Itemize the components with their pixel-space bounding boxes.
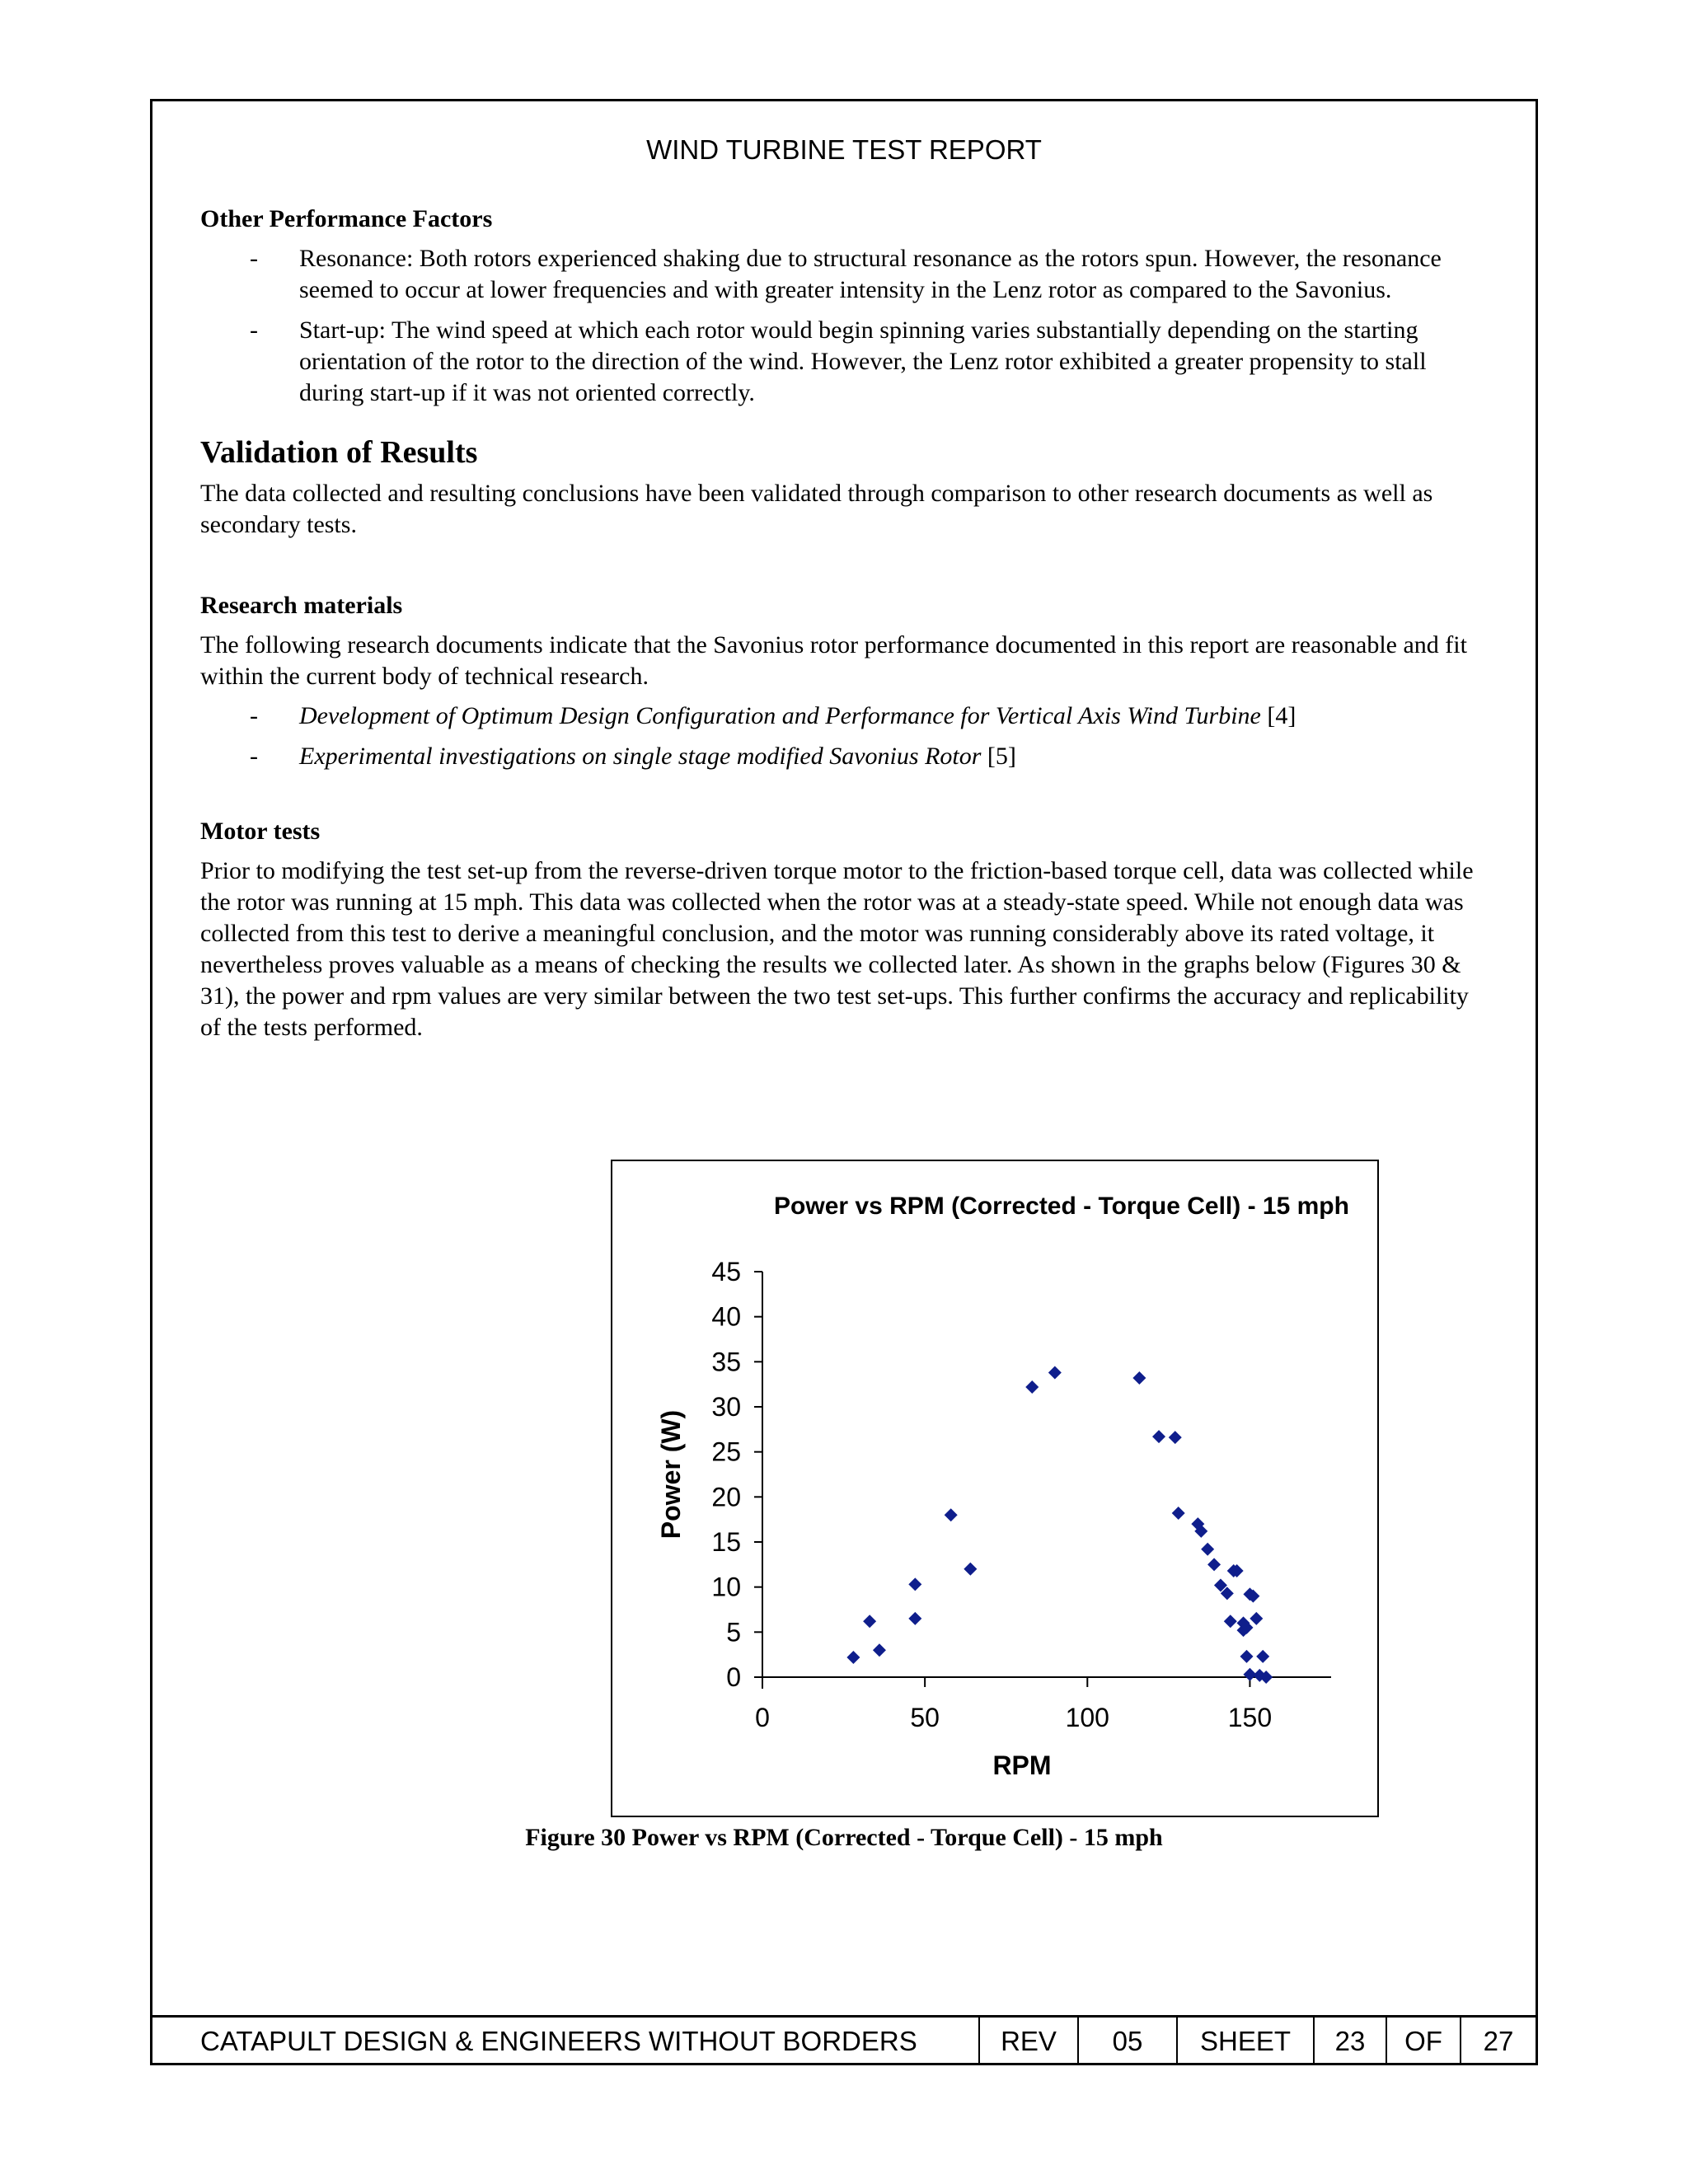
y-tick-label: 0 [726,1662,741,1692]
document-page [150,99,1538,2065]
other-performance-heading: Other Performance Factors [200,205,493,232]
resonance-text: Resonance: Both rotors experienced shaking due to structural resonance as the rotors spun. However, the resonance seemed to occur at lower frequencies and with greater intensity in the Lenz rotor as compared to the Savonius. [299,245,1442,303]
y-tick-label: 20 [711,1482,741,1512]
of-label: OF [1387,2018,1461,2065]
reference-number: [4] [1260,702,1296,729]
research-list [200,701,1494,772]
data-point [1132,1371,1146,1385]
x-tick-label: 0 [755,1703,770,1732]
y-tick-label: 15 [711,1527,741,1557]
performance-factors-list [200,243,1494,409]
title-block [152,2015,1536,2065]
data-point [1256,1650,1269,1663]
chart-title: Power vs RPM (Corrected - Torque Cell) - 15 mph [774,1193,1349,1220]
dash-bullet: - [250,743,258,770]
dash-bullet: - [250,702,258,729]
report-title: WIND TURBINE TEST REPORT [646,134,1042,165]
dash-bullet: - [250,245,258,272]
chart-frame [611,1160,1379,1817]
rev-label: REV [980,2018,1079,2065]
scatter-chart [612,1161,1377,1816]
data-point [908,1612,921,1625]
data-point [1152,1430,1165,1443]
validation-paragraph: The data collected and resulting conclusions have been validated through comparison to other research documents as well as secondary tests. [200,480,1433,538]
data-point [1224,1615,1237,1628]
data-point [1201,1543,1214,1556]
validation-heading: Validation of Results [200,435,478,470]
organization-name: CATAPULT DESIGN & ENGINEERS WITHOUT BORDERS [152,2018,980,2065]
reference-title: Experimental investigations on single stage modified Savonius Rotor [299,743,982,770]
motor-tests-heading: Motor tests [200,818,321,845]
data-point [846,1651,860,1664]
y-axis-label: Power (W) [656,1409,686,1540]
list-item [200,701,1494,732]
page-content [200,204,1494,1052]
x-tick-label: 150 [1227,1703,1273,1732]
data-point [1240,1650,1253,1663]
data-point [873,1643,886,1657]
x-axis-label: RPM [992,1750,1052,1780]
data-point [908,1577,921,1591]
sheet-label: SHEET [1178,2018,1315,2065]
motor-tests-paragraph: Prior to modifying the test set-up from the reverse-driven torque motor to the friction-based torque cell, data was collected while the rotor was running at 15 mph. This data was collected when the rotor was at a steady-state speed. While not enough data was collected from this test to derive a meaningful conclusion, and the motor was running considerably above its rated voltage, it nevertheless proves valuable as a means of checking the results we collected later. As shown in the graphs below (Figures 30 & 31), the power and rpm values are very similar between the two test set-ups. This further confirms the accuracy and replicability of the tests performed. [200,857,1474,1041]
y-tick-label: 40 [711,1301,741,1332]
research-paragraph: The following research documents indicate that the Savonius rotor performance documented in this report are reasonable and fit within the current body of technical research. [200,631,1467,690]
y-tick-label: 25 [711,1436,741,1467]
y-tick-label: 5 [726,1617,741,1647]
reference-number: [5] [981,743,1016,770]
data-point [1250,1612,1263,1625]
data-point [1207,1558,1221,1571]
y-tick-label: 30 [711,1392,741,1422]
y-tick-label: 35 [711,1347,741,1377]
list-item [200,741,1494,772]
y-tick-label: 45 [711,1257,741,1286]
reference-title: Development of Optimum Design Configuration and Performance for Vertical Axis Wind Turbine [299,702,1261,729]
dash-bullet: - [250,316,258,344]
data-point [945,1508,958,1521]
data-point [1172,1507,1185,1520]
x-tick-label: 50 [910,1703,940,1732]
data-point [1048,1366,1062,1379]
startup-text: Start-up: The wind speed at which each rotor would begin spinning varies substantially depending on the starting orientation of the rotor to the direction of the wind. However, the Lenz rotor exhibited a greater propensity to stall during start-up if it was not oriented correctly. [299,316,1427,406]
data-point [863,1615,876,1628]
x-tick-label: 100 [1065,1703,1109,1732]
sheet-number: 23 [1315,2018,1387,2065]
figure-caption: Figure 30 Power vs RPM (Corrected - Torque Cell) - 15 mph [525,1824,1163,1851]
data-point [1025,1380,1039,1394]
research-heading: Research materials [200,592,403,619]
data-point [1169,1431,1182,1444]
list-item [200,243,1494,306]
total-sheets: 27 [1483,2026,1514,2056]
data-point [964,1563,977,1576]
rev-value: 05 [1079,2018,1178,2065]
y-tick-label: 10 [711,1572,741,1602]
list-item [200,315,1494,409]
